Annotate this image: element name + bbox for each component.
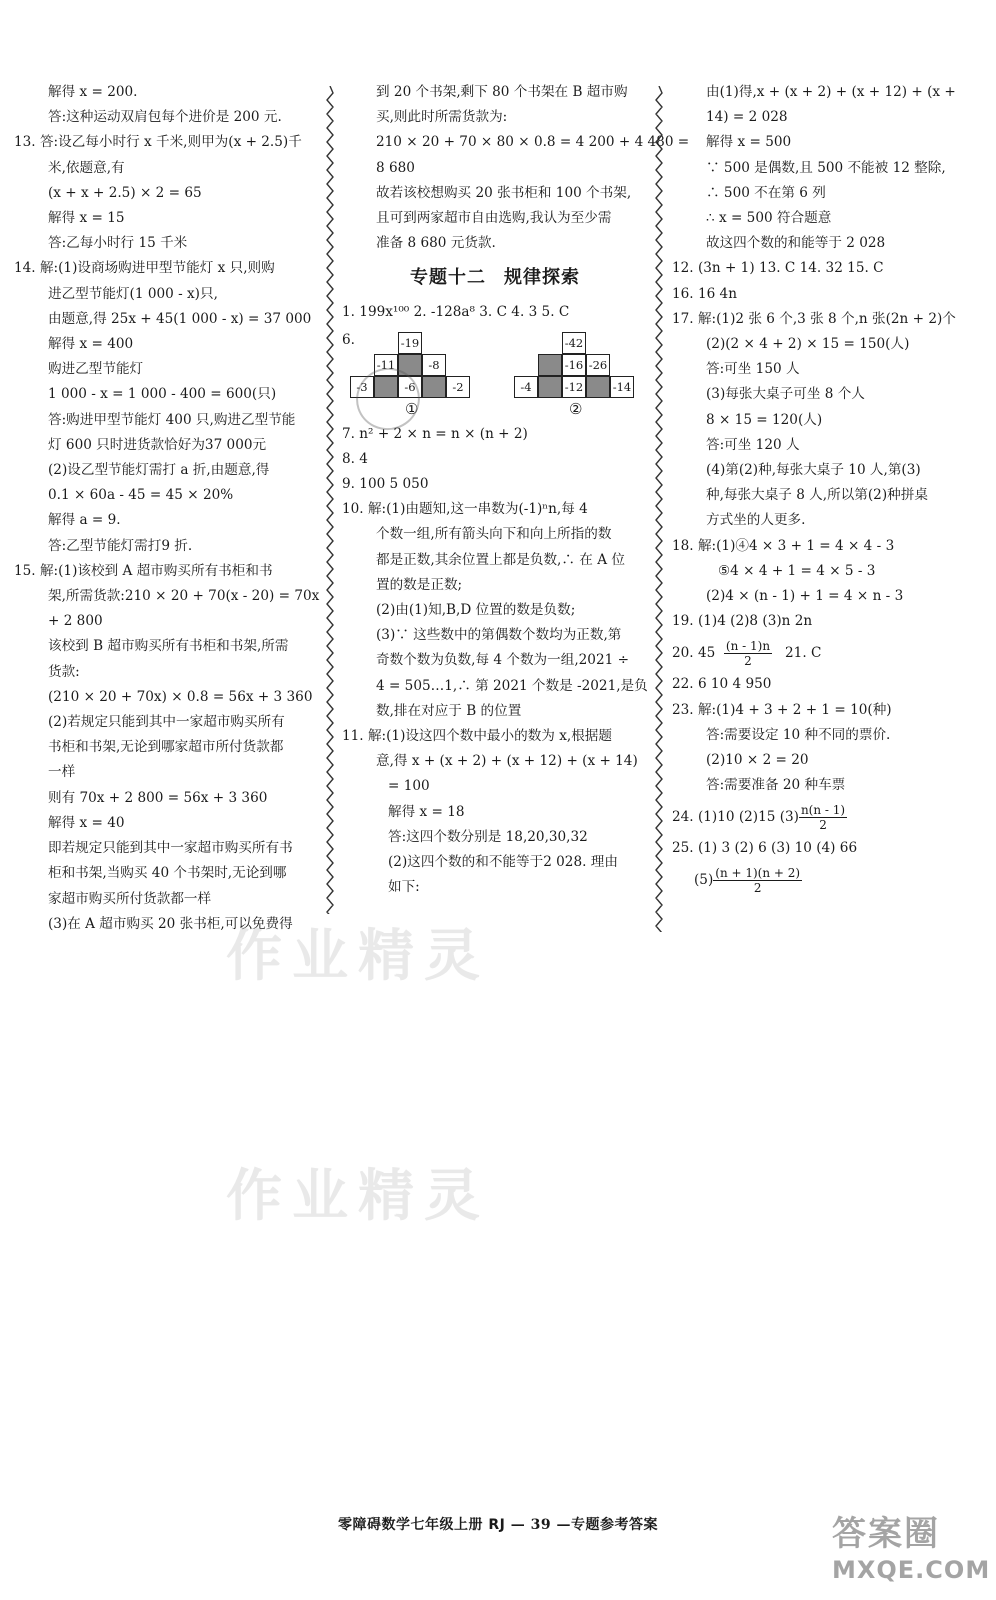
answer-line: ∴ 500 不在第 6 列	[706, 184, 826, 201]
grid2-cell: -16	[562, 354, 586, 376]
answer-line: 23. 解:(1)4 + 3 + 2 + 1 = 10(种)	[672, 701, 892, 718]
answer-line: 奇数个数为负数,每 4 个数为一组,2021 ÷	[376, 652, 629, 669]
answer-line: 书柜和书架,无论到哪家超市所付货款都	[48, 739, 284, 756]
answer-line: 14. 解:(1)设商场购进甲型节能灯 x 只,则购	[14, 260, 275, 277]
grid1-cell: -8	[422, 354, 446, 376]
answer-line: 故若该校想购买 20 张书柜和 100 个书架,	[376, 184, 632, 201]
answer-line: + 2 800	[48, 613, 103, 630]
answer-line: 15. 解:(1)该校到 A 超市购买所有书柜和书	[14, 562, 273, 579]
answer-line: (3)∵ 这些数中的第偶数个数均为正数,第	[376, 627, 622, 644]
fraction-denominator: 2	[819, 817, 827, 832]
logo-url: MXQE.COM	[832, 1556, 991, 1584]
section-heading	[342, 256, 648, 300]
q20-fraction	[724, 639, 772, 668]
q25-part5-label: (5)	[694, 872, 714, 889]
answer-line: (4)第(2)种,每张大桌子 10 人,第(3)	[706, 462, 921, 479]
answer-line: 方式坐的人更多.	[706, 512, 806, 529]
q6-label: 6.	[342, 331, 355, 348]
watermark-text: 作业精灵	[226, 1164, 490, 1229]
answer-line: 答:需要准备 20 种车票	[706, 777, 846, 794]
section-number: 专题十二	[410, 267, 486, 289]
answer-line: 买,则此时所需货款为:	[376, 109, 508, 126]
answer-line: 架,所需货款:210 × 20 + 70(x - 20) = 70x	[48, 588, 320, 605]
fraction-numerator: (n - 1)n	[725, 638, 771, 653]
answer-q25-part5	[672, 862, 984, 900]
answer-column-1	[14, 80, 320, 937]
answer-line: 1 000 - x = 1 000 - 400 = 600(只)	[48, 386, 277, 403]
answer-line: 都是正数,其余位置上都是负数,∴ 在 A 位	[376, 551, 625, 568]
section-label: 专题参考答案	[570, 1517, 658, 1533]
grid2-cell: -4	[514, 376, 538, 398]
grid2-cell: -12	[562, 376, 586, 398]
column-2-continued-answers	[342, 80, 690, 256]
answer-column-3	[672, 80, 984, 900]
grid1-shaded-cell	[422, 376, 446, 398]
answer-line: 4 = 505…1,∴ 第 2021 个数是 -2021,是负	[376, 677, 648, 694]
answer-line: 11. 解:(1)设这四个数中最小的数为 x,根据题	[342, 728, 612, 745]
grid2-cell: -14	[610, 376, 634, 398]
grid2-label: ②	[569, 399, 583, 418]
answer-line: 17. 解:(1)2 张 6 个,3 张 8 个,n 张(2n + 2)个	[672, 310, 956, 327]
grid2-cell: -42	[562, 332, 586, 354]
grid1-cell: -2	[446, 376, 470, 398]
answer-line: (3)在 A 超市购买 20 张书柜,可以免费得	[48, 915, 293, 932]
answer-line: 准备 8 680 元货款.	[376, 235, 496, 252]
answer-line: 解得 x = 400	[48, 336, 134, 353]
answer-line: 8 680	[376, 159, 415, 176]
answer-line: (2)设乙型节能灯需打 a 折,由题意,得	[48, 462, 270, 479]
page-number: — 39 —	[510, 1517, 571, 1533]
section-title: 规律探索	[504, 267, 580, 289]
watermark-text: 作业精灵	[226, 924, 490, 989]
answer-line: 答:乙型节能灯需打9 折.	[48, 537, 193, 554]
answer-line: 进乙型节能灯(1 000 - x)只,	[48, 285, 218, 302]
answer-line: 13. 答:设乙每小时行 x 千米,则甲为(x + 2.5)千	[14, 134, 302, 151]
answer-q25: 25. (1) 3 (2) 6 (3) 10 (4) 66	[672, 840, 858, 857]
grid2-shaded-cell	[586, 376, 610, 398]
fraction-numerator: n(n - 1)	[800, 802, 846, 817]
grid1-label: ①	[405, 399, 419, 418]
answer-line: = 100	[388, 778, 430, 795]
answer-line: 意,得 x + (x + 2) + (x + 12) + (x + 14)	[376, 753, 638, 770]
answer-line: 柜和书架,当购买 40 个书架时,无论到哪	[48, 865, 287, 882]
answer-line: 家超市购买所付货款都一样	[48, 890, 212, 907]
grid1-cell: -11	[374, 354, 398, 376]
site-logo	[828, 1500, 992, 1596]
q25-fraction	[713, 866, 802, 895]
answer-line: 米,依题意,有	[48, 159, 125, 176]
book-title: 零障碍数学七年级上册	[338, 1517, 483, 1533]
answer-line: 一样	[48, 764, 76, 781]
q24-fraction	[799, 803, 847, 832]
logo-text: 答案圈	[832, 1514, 940, 1554]
answer-line: 答:这四个数分别是 18,20,30,32	[388, 828, 588, 845]
answer-line: 即若规定只能到其中一家超市购买所有书	[48, 840, 293, 857]
answer-line: 7. n² + 2 × n = n × (n + 2)	[342, 425, 528, 442]
answer-line: 19. (1)4 (2)8 (3)n 2n	[672, 613, 813, 630]
answer-line: 答:乙每小时行 15 千米	[48, 235, 188, 252]
answer-line: 货款:	[48, 663, 80, 680]
answer-line: 由题意,得 25x + 45(1 000 - x) = 37 000	[48, 310, 312, 327]
column-3-answers-b	[672, 672, 984, 798]
answer-line: 解得 x = 500	[706, 134, 792, 151]
answer-line: 22. 6 10 4 950	[672, 676, 772, 693]
answer-line: 由(1)得,x + (x + 2) + (x + 12) + (x +	[706, 84, 956, 100]
answer-line: (2)(2 × 4 + 2) × 15 = 150(人)	[706, 336, 910, 353]
q24-answer: 24. (1)10 (2)15 (3)	[672, 808, 799, 825]
answer-line: (3)每张大桌子可坐 8 个人	[706, 386, 865, 403]
answer-line: 解得 x = 200.	[48, 84, 138, 100]
answer-line: 故这四个数的和能等于 2 028	[706, 235, 886, 252]
column-divider-2	[655, 86, 663, 932]
answer-q1-5: 1. 199x¹⁰⁰ 2. -128a⁸ 3. C 4. 3 5. C	[342, 304, 570, 321]
answer-line: (2)若规定只能到其中一家超市购买所有	[48, 714, 285, 731]
answer-line: 9. 100 5 050	[342, 476, 429, 493]
answer-line: 种,每张大桌子 8 人,所以第(2)种拼桌	[706, 487, 928, 504]
answer-line: 210 × 20 + 70 × 80 × 0.8 = 4 200 + 4 480 =	[376, 134, 690, 151]
answer-line: 购进乙型节能灯	[48, 361, 144, 378]
fraction-numerator: (n + 1)(n + 2)	[715, 866, 801, 881]
answer-line: 置的数是正数;	[376, 576, 463, 593]
grid1-cell: -3	[350, 376, 374, 398]
fraction-denominator: 2	[744, 653, 752, 668]
answer-q24	[672, 798, 984, 836]
grid2-shaded-cell	[538, 376, 562, 398]
fraction-denominator: 2	[753, 881, 762, 896]
answer-line: 0.1 × 60a - 45 = 45 × 20%	[48, 487, 234, 504]
answer-line: (2)10 × 2 = 20	[706, 752, 809, 769]
answer-line: 8. 4	[342, 450, 368, 467]
answer-line: 8 × 15 = 120(人)	[706, 411, 823, 428]
answer-line: 解得 x = 15	[48, 210, 125, 227]
column-divider-1	[326, 86, 334, 914]
answer-line: (x + x + 2.5) × 2 = 65	[48, 184, 202, 201]
grid2-cell: -26	[586, 354, 610, 376]
answer-line: (2)4 × (n - 1) + 1 = 4 × n - 3	[706, 588, 904, 605]
answer-line: 16. 16 4n	[672, 285, 737, 302]
grid1-cell: -19	[398, 332, 422, 354]
column-2-answers	[342, 422, 648, 901]
q20-answer: 20. 45	[672, 644, 716, 661]
answer-line: ∵ 500 是偶数,且 500 不能被 12 整除,	[706, 159, 946, 176]
answer-line: 10. 解:(1)由题知,这一串数为(-1)ⁿn,每 4	[342, 501, 588, 518]
answer-line: (210 × 20 + 70x) × 0.8 = 56x + 3 360	[48, 688, 313, 705]
q21-answer: 21. C	[785, 644, 822, 661]
answer-line: (2)由(1)知,B,D 位置的数是负数;	[376, 602, 576, 619]
answer-line: ⑤4 × 4 + 1 = 4 × 5 - 3	[718, 562, 876, 579]
answer-line: 解得 x = 40	[48, 814, 125, 831]
answer-line: 答:可坐 150 人	[706, 361, 800, 378]
answer-line: 答:需要设定 10 种不同的票价.	[706, 726, 891, 743]
answer-line: 个数一组,所有箭头向下和向上所指的数	[376, 526, 612, 543]
answer-line: 12. (3n + 1) 13. C 14. 32 15. C	[672, 260, 884, 277]
answer-line: 答:这种运动双肩包每个进价是 200 元.	[48, 109, 282, 126]
answer-line: 数,排在对应于 B 的位置	[376, 702, 522, 719]
grid2-shaded-cell	[538, 354, 562, 376]
answer-line: 灯 600 只时进货款恰好为37 000元	[48, 436, 267, 453]
answer-line: 解得 a = 9.	[48, 512, 121, 529]
grid1-cell: -6	[398, 376, 422, 398]
answer-line: 答:可坐 120 人	[706, 436, 800, 453]
answer-line: 且可到两家超市自由选购,我认为至少需	[376, 210, 612, 227]
column-3-answers-a	[672, 80, 984, 634]
edition-code: RJ	[488, 1517, 506, 1533]
answer-line: 则有 70x + 2 800 = 56x + 3 360	[48, 789, 268, 806]
answer-line: 到 20 个书架,剩下 80 个书架在 B 超市购	[376, 84, 628, 100]
answer-line: 14) = 2 028	[706, 109, 788, 126]
answer-line: 如下:	[388, 879, 420, 896]
answer-line: 答:购进甲型节能灯 400 只,购进乙型节能	[48, 411, 296, 428]
answer-q20-21	[672, 634, 984, 672]
answer-line: (2)这四个数的和不能等于2 028. 理由	[388, 854, 618, 871]
answer-line: ∴ x = 500 符合题意	[706, 210, 832, 227]
answer-column-2	[342, 80, 690, 900]
answer-line: 18. 解:(1)④4 × 3 + 1 = 4 × 4 - 3	[672, 537, 895, 554]
answer-line: 该校到 B 超市购买所有书柜和书架,所需	[48, 638, 289, 655]
answer-line: 解得 x = 18	[388, 803, 465, 820]
